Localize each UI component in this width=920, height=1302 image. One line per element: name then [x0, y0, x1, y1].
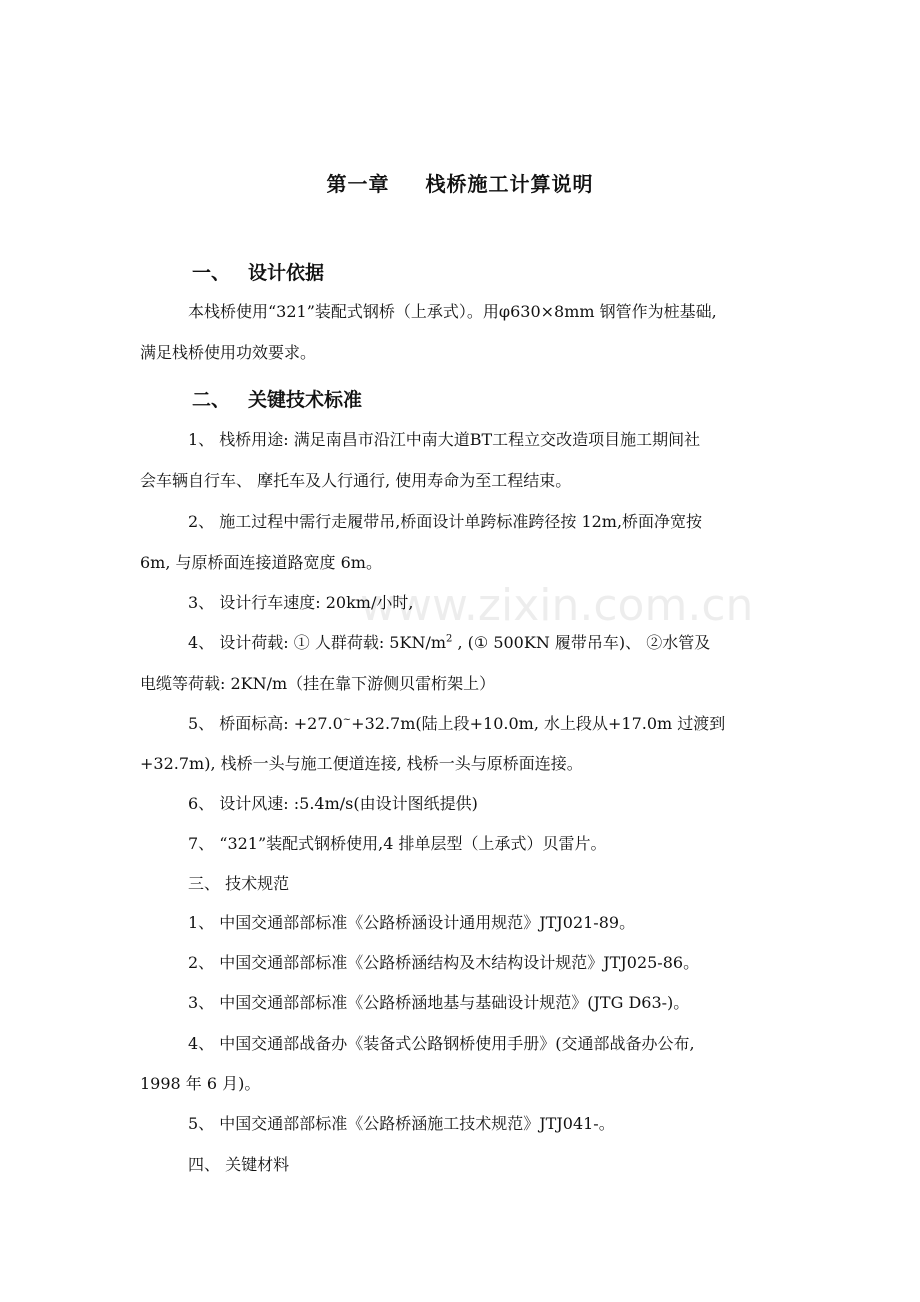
paragraph-line: 1、 中国交通部部标准《公路桥涵设计通用规范》JTJ021-89。 — [188, 913, 636, 932]
paragraph-line: 会车辆自行车、 摩托车及人行通行, 使用寿命为至工程结束。 — [140, 471, 572, 490]
section-heading-4: 四、 关键材料 — [188, 1155, 290, 1174]
superscript: 2 — [446, 633, 453, 645]
section-number: 二、 — [192, 389, 231, 411]
paragraph-line: 1998 年 6 月)。 — [140, 1074, 261, 1093]
paragraph-line: 满足栈桥使用功效要求。 — [140, 343, 317, 362]
chapter-title — [0, 168, 920, 197]
paragraph-line: 7、 “321”装配式钢桥使用,4 排单层型（上承式）贝雷片。 — [188, 834, 607, 853]
text-run: 5、 桥面标高: +27.0 — [188, 714, 343, 733]
text-run: 4、 设计荷载: ① 人群荷载: 5KN/m — [188, 633, 447, 652]
watermark: www.zixin.com.cn — [360, 580, 754, 631]
paragraph-line: 本栈桥使用“321”装配式钢桥（上承式）。用φ630×8mm 钢管作为桩基础, — [188, 302, 717, 321]
paragraph-line — [188, 632, 710, 654]
text-run: +32.7m(陆上段+10.0m, 水上段从+17.0m 过渡到 — [351, 714, 726, 733]
section-title: 关键技术标准 — [248, 389, 363, 411]
section-heading-3: 三、 技术规范 — [188, 874, 290, 893]
paragraph-line: 2、 施工过程中需行走履带吊,桥面设计单跨标准跨径按 12m,桥面净宽按 — [188, 512, 703, 531]
paragraph-line: 2、 中国交通部部标准《公路桥涵结构及木结构设计规范》JTJ025-86。 — [188, 953, 700, 972]
section-heading-1 — [192, 258, 324, 285]
paragraph-line: 6、 设计风速: :5.4m/s(由设计图纸提供) — [188, 794, 478, 813]
section-number: 一、 — [192, 262, 231, 284]
chapter-label: 第一章 — [326, 172, 390, 196]
superscript: ~ — [342, 714, 352, 726]
paragraph-line: 电缆等荷载: 2KN/m（挂在靠下游侧贝雷桁架上） — [140, 674, 496, 693]
paragraph-line: 1、 栈桥用途: 满足南昌市沿江中南大道BT工程立交改造项目施工期间社 — [188, 430, 701, 449]
paragraph-line: 3、 设计行车速度: 20km/小时, — [188, 593, 414, 612]
section-title: 设计依据 — [248, 262, 325, 284]
section-heading-2 — [192, 385, 362, 412]
text-run: , (① 500KN 履带吊车)、 ②水管及 — [452, 633, 711, 652]
paragraph-line: 6m, 与原桥面连接道路宽度 6m。 — [140, 553, 382, 572]
paragraph-line — [188, 713, 725, 735]
chapter-heading: 栈桥施工计算说明 — [425, 172, 594, 196]
paragraph-line: 3、 中国交通部部标准《公路桥涵地基与基础设计规范》(JTG D63-)。 — [188, 993, 690, 1012]
paragraph-line: +32.7m), 栈桥一头与施工便道连接, 栈桥一头与原桥面连接。 — [140, 754, 583, 773]
paragraph-line: 4、 中国交通部战备办《装备式公路钢桥使用手册》(交通部战备办公布, — [188, 1034, 695, 1053]
paragraph-line: 5、 中国交通部部标准《公路桥涵施工技术规范》JTJ041-。 — [188, 1114, 615, 1133]
